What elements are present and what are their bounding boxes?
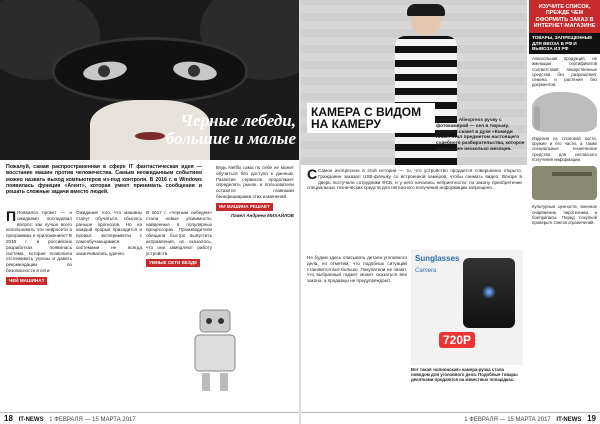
product-brand: Sunglasses <box>415 254 460 263</box>
subheading: УМНЫЕ СЕТИ ВЕЗДЕ <box>146 259 200 267</box>
subheading: ИИ МАШИНА РЕШАЕТ <box>216 203 273 211</box>
article-lead: Пожалуй, самая распространенная в сфере IT фантастическая идея — восстание машин против человечества. Самым неожиданным событием можно назвать выход компьютеров из-под контроля. В 2016 г. в Windows появилась функция «Агент», которая умеет принимать сообщения и решать сложные задачи вместо людей. <box>6 164 202 196</box>
drop-cap: П <box>6 208 17 224</box>
sidebar-text: Алкогольная продукция, не имеющая сертификатов соответствия; лекарственные средства без разрешения; семена и растения без документов. <box>532 55 597 88</box>
magazine-brand: IT-NEWS <box>18 417 44 423</box>
column-4: Ведь Netflix сама по себе не может обучиться без доступа к данным. Развитие сервисов продолжает определять рынок, и пользователи остаются главными бенефициарами этих изменений. ИИ МАШИНА РЕШАЕТ Павел Андреев МИХАЙЛОВ <box>216 165 294 218</box>
column-1: П Появился проект — и ожидаемо последовал вопрос: как лучше всего использовать эти нейросети в программах и приложениях? В 2016 г. в российских разработках появилась система, которая позволила отслеживать угрозы и давать рекомендации по безопасности в сети. ЧЕЙ МАШИНА? <box>6 208 72 283</box>
mask-shape <box>55 40 245 100</box>
column-2: Ожидание того, что машины станут обучаться, сбылось раньше прогнозов. Но на каждый прорыв приходится и провал: эксперименты с самообучающимися системами не всегда заканчивались удачно. <box>76 210 142 256</box>
magazine-brand: IT-NEWS <box>556 417 582 423</box>
resolution-badge: 720P <box>439 332 475 348</box>
issue-date: 1 ФЕВРАЛЯ — 15 МАРТА 2017 <box>49 417 136 423</box>
subheading: ЧЕЙ МАШИНА? <box>6 277 47 285</box>
elephant-icon <box>532 92 597 132</box>
article-headline: Черные лебеди, большие и малые <box>165 111 296 148</box>
photo-caption: Вот такая «шпионская» камера-ручка стала поводом для уголовного дела. Подобные товары десятками продаются на известных площадках. <box>411 367 518 383</box>
article-lead: Купил на Aliexpress ручку с фотокамерой — сел в тюрьму. Нелепый сюжет в духе «Комеди Клаб» стал предметом настоящего судебного разбирательства, которое длится уже несколько месяцев. <box>436 118 525 152</box>
lens-icon <box>481 284 497 300</box>
column-3: В 2017 г. «черным лебедем» стали новые уязвимости, найденные в популярных процессорах. Производители обещали быстро выпустить исправления, но оказалось, что они замедляют работу устройств. УМНЫЕ СЕТИ ВЕЗДЕ <box>146 210 212 266</box>
cannon-icon <box>532 166 597 200</box>
article-author: Павел Андреев МИХАЙЛОВ <box>230 212 294 218</box>
sidebar-text: Культурные ценности, военное снаряжение, пиротехника и боеприпасы. Перед покупкой проверьте список ограничений. <box>532 204 597 226</box>
article-title: КАМЕРА С ВИДОМ НА КАМЕРУ <box>311 105 422 131</box>
drop-cap: С <box>307 166 318 182</box>
robot-illustration <box>180 305 250 395</box>
column-main: С Самое интересное в этой истории — то, что устройство продается совершенно открыто. Гражданин заказал USB-флешку со встроенной камерой, чтобы снимать видео. Вскоре в дверь постучали сотрудники ФСБ, и у него начались неприятности: по закону приобретение специальных технических средств для негласного получения информации запрещено. <box>307 166 522 191</box>
article-title-box <box>307 103 435 133</box>
issue-date: 1 ФЕВРАЛЯ — 15 МАРТА 2017 <box>464 417 551 423</box>
page-number: 19 <box>587 414 596 423</box>
spy-camera-product-photo <box>411 250 523 365</box>
left-page <box>0 0 299 424</box>
camera-device <box>463 258 515 328</box>
product-sub: Camera <box>415 268 437 274</box>
column-secondary: Не будем здесь описывать детали уголовного дела, но отметим, что подобных ситуаций становится все больше. Покупатели не знают, что выбранный гаджет может оказаться вне закона, а продавцы не предупреждают. <box>307 255 407 284</box>
sidebar-box <box>529 0 600 413</box>
sidebar-text: Изделия из слоновой кости, оружие и его части, а также специальные технические средства для негласного получения информации. <box>532 135 597 162</box>
page-footer-right <box>301 412 600 424</box>
sidebar-subheading: ТОВАРЫ, ЗАПРЕЩЕННЫЕ ДЛЯ ВВОЗА В РФ И ВЫВОЗА ИЗ РФ <box>529 33 600 54</box>
page-number: 18 <box>4 414 13 423</box>
right-page <box>301 0 600 424</box>
sidebar-heading: ИЗУЧИТЕ СПИСОК, ПРЕЖДЕ ЧЕМ ОФОРМИТЬ ЗАКАЗ В ИНТЕРНЕТ-МАГАЗИНЕ <box>529 0 600 33</box>
page-footer-left <box>0 412 299 424</box>
